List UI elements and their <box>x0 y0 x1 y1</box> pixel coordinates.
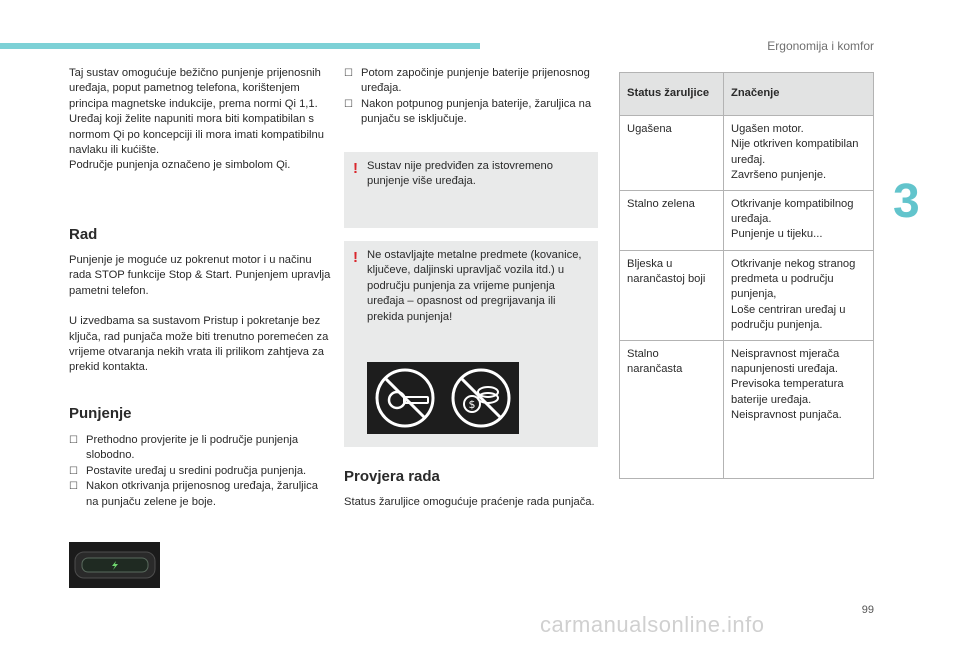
status-cell: Stalno narančasta <box>620 340 724 478</box>
warning-box-multiple-devices <box>344 152 598 228</box>
meaning-cell <box>724 190 874 250</box>
no-metal-objects-image <box>367 362 519 434</box>
no-key-icon <box>377 370 433 426</box>
section-title: Ergonomija i komfor <box>767 39 874 53</box>
table-row <box>620 340 874 478</box>
status-cell: Ugašena <box>620 116 724 191</box>
heading-provjera-rada: Provjera rada <box>344 468 440 485</box>
provjera-paragraph: Status žaruljice omogućuje praćenje rada punjača. <box>344 496 595 508</box>
svg-text:$: $ <box>468 398 476 411</box>
punjenje-step: ☐ Nakon otkrivanja prijenosnog uređaja, žaruljica na punjaču zelene je boje. <box>69 479 331 510</box>
rad-text <box>69 253 331 376</box>
meaning-cell <box>724 340 874 478</box>
table-row <box>620 250 874 340</box>
watermark: carmanualsonline.info <box>540 612 765 637</box>
meaning-line: Završeno punjenje. <box>731 169 827 182</box>
column-header-status: Status žaruljice <box>620 73 724 116</box>
meaning-line: Otkrivanje kompatibilnog uređaja. <box>731 197 854 226</box>
status-cell: Stalno zelena <box>620 190 724 250</box>
warning-text: Ne ostavljajte metalne predmete (kovanice, ključeve, daljinski upravljač vozila itd.) u području punjenja za vrijeme punjenja uređaja – opasnost od pregrijavanja ili prekida punjenja! <box>367 249 582 323</box>
meaning-cell <box>724 250 874 340</box>
meaning-line: Otkrivanje nekog stranog predmeta u području punjenja, <box>731 257 856 301</box>
charger-pad-icon <box>69 542 160 588</box>
intro-paragraph-2: Uređaj koji želite napuniti mora biti kompatibilan s normom Qi po koncepciji ili mora imati kompatibilnu navlaku ili kućište. <box>69 113 324 157</box>
rad-paragraph-2: U izvedbama sa sustavom Pristup i pokretanje bez ključa, rad punjača može biti trenutno poremećen za vrijeme otvaranja nekih vrata ili prilikom zahtjeva za prekid kontakta. <box>69 315 329 374</box>
meaning-line: Neispravnost punjača. <box>731 409 842 422</box>
warning-icon: ! <box>353 249 358 266</box>
table-header-row <box>620 73 874 116</box>
table-row <box>620 190 874 250</box>
rad-paragraph-1: Punjenje je moguće uz pokrenut motor i u načinu rada STOP funkcije Stop & Start. Punjenjem upravlja pametni telefon. <box>69 254 331 297</box>
chapter-number: 3 <box>893 175 920 228</box>
warning-icon: ! <box>353 160 358 177</box>
meaning-line: Punjenje u tijeku... <box>731 228 823 241</box>
no-coins-icon <box>453 370 509 426</box>
punjenje-steps <box>69 433 331 510</box>
charging-step: ☐ Potom započinje punjenje baterije prijenosnog uređaja. <box>344 66 598 97</box>
meaning-line: Neispravnost mjerača napunjenosti uređaja. <box>731 347 840 376</box>
intro-paragraph-1: Taj sustav omogućuje bežično punjenje prijenosnih uređaja, poput pametnog telefona, korištenjem principa magnetske indukcije, prema normi Qi 1,1. <box>69 67 321 110</box>
meaning-line: Loše centriran uređaj u području punjenja. <box>731 303 846 332</box>
punjenje-step: ☐ Postavite uređaj u sredini područja punjenja. <box>69 464 331 479</box>
column-header-meaning: Značenje <box>724 73 874 116</box>
status-cell: Bljeska u narančastoj boji <box>620 250 724 340</box>
heading-rad: Rad <box>69 226 98 243</box>
meaning-cell <box>724 116 874 191</box>
indicator-status-table <box>619 72 874 479</box>
punjenje-step: ☐ Prethodno provjerite je li područje punjenja slobodno. <box>69 433 331 464</box>
provjera-text <box>344 495 598 510</box>
charger-pad-image <box>69 542 160 588</box>
meaning-line: Nije otkriven kompatibilan uređaj. <box>731 138 859 166</box>
page-number: 99 <box>861 604 874 616</box>
charging-step: ☐ Nakon potpunog punjenja baterije, žaruljica na punjaču se isključuje. <box>344 97 598 128</box>
charging-continue <box>344 66 598 128</box>
warning-text: Sustav nije predviđen za istovremeno punjenje više uređaja. <box>367 160 553 188</box>
header-accent-bar <box>0 43 480 49</box>
intro-text <box>69 66 331 174</box>
intro-paragraph-3: Područje punjenja označeno je simbolom Qi. <box>69 159 291 172</box>
meaning-line: Ugašen motor. <box>731 123 804 135</box>
table-row <box>620 116 874 191</box>
heading-punjenje: Punjenje <box>69 405 132 422</box>
meaning-line: Previsoka temperatura baterije uređaja. <box>731 378 844 406</box>
